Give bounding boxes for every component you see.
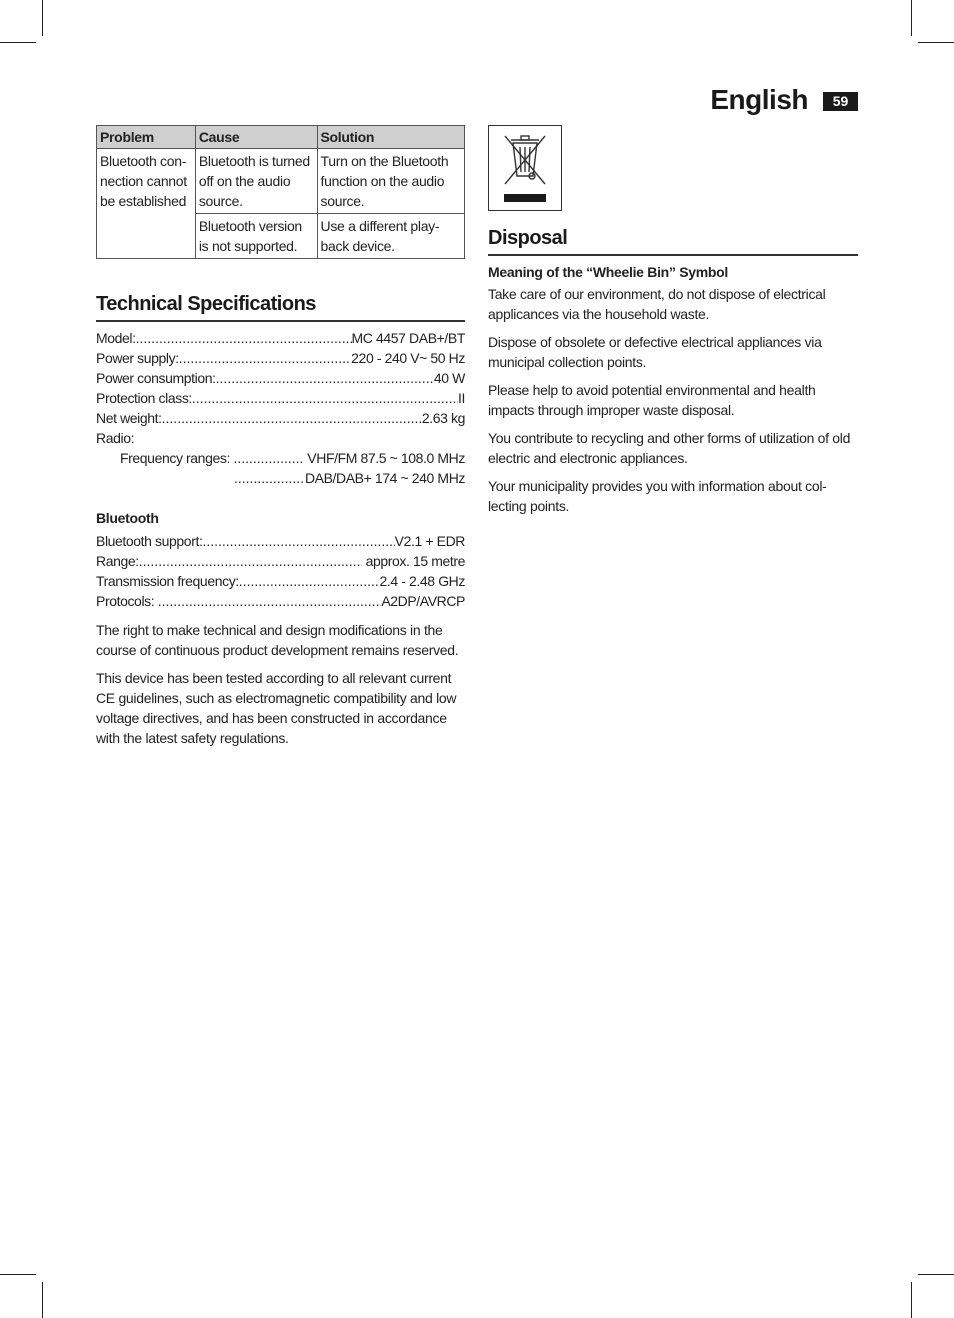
spec-label: Power supply:: [96, 350, 179, 366]
crop-mark: [918, 1274, 954, 1275]
wheelie-bin-symbol: [488, 125, 562, 211]
table-header-row: [97, 126, 465, 149]
language-heading: English: [710, 84, 808, 115]
disposal-paragraph: Dispose of obsolete or defective electrical appliances via municipal collection points.: [488, 334, 822, 370]
cause-cell: Bluetooth version is not supported.: [195, 214, 317, 259]
spec-value: 2.63 kg: [421, 410, 465, 426]
spec-label: Model:: [96, 330, 136, 346]
spec-label: Bluetooth support:: [96, 533, 203, 549]
spec-list: [96, 328, 465, 488]
spec-row: [96, 388, 465, 408]
note-paragraph: This device has been tested according to all relevant current CE guidelines, such as electromagnetic compatibility and low voltage directives, and has been constructed in accordance with the latest safety regulations.: [96, 670, 457, 746]
crop-mark: [0, 42, 36, 43]
bluetooth-spec-list: [96, 531, 465, 611]
solution-cell: Turn on the Bluetooth function on the audio source.: [317, 149, 464, 214]
spec-value: approx. 15 metre: [365, 553, 465, 569]
spec-label: Range:: [96, 553, 139, 569]
header-problem: Problem: [97, 126, 196, 149]
spec-value: V2.1 + EDR: [394, 533, 465, 549]
right-column: [488, 125, 858, 524]
table-row: [97, 149, 465, 214]
disposal-paragraph: Please help to avoid potential environmental and health impacts through improper waste disposal.: [488, 382, 816, 418]
spec-value: 2.4 - 2.48 GHz: [379, 573, 465, 589]
disposal-paragraph: Your municipality provides you with information about col-lecting points.: [488, 478, 827, 514]
spec-value: 220 - 240 V~ 50 Hz: [351, 350, 465, 366]
crop-mark: [42, 1282, 43, 1318]
disposal-paragraph: Take care of our environment, do not dispose of electrical applicances via the household waste.: [488, 286, 826, 322]
tech-specs-title: Technical Specifications: [96, 293, 465, 322]
disposal-paragraph: You contribute to recycling and other forms of utilization of old electric and electronic appliances.: [488, 430, 851, 466]
crop-mark: [911, 1282, 912, 1318]
spec-value: VHF/FM 87.5 ~ 108.0 MHz: [307, 450, 465, 466]
radio-label: Radio:: [96, 430, 135, 446]
cause-cell: Bluetooth is turned off on the audio source.: [195, 149, 317, 214]
crop-mark: [0, 1274, 36, 1275]
crop-mark: [911, 0, 912, 36]
spec-row: [96, 468, 465, 488]
spec-value: MC 4457 DAB+/BT: [351, 330, 465, 346]
spec-label: Protection class:: [96, 390, 192, 406]
spec-row: [96, 408, 465, 428]
spec-row: [96, 368, 465, 388]
left-column: [96, 125, 465, 756]
spec-row: [96, 448, 465, 468]
header-solution: Solution: [317, 126, 464, 149]
note-paragraph: The right to make technical and design modifications in the course of continuous product development remains reserved.: [96, 622, 459, 658]
spec-value: II: [458, 390, 465, 406]
crop-mark: [918, 42, 954, 43]
solution-cell: Use a different play-back device.: [317, 214, 464, 259]
spec-label: Transmission frequency:: [96, 573, 239, 589]
spec-row: [96, 348, 465, 368]
spec-row: [96, 591, 465, 611]
spec-row: [96, 551, 465, 571]
spec-value: DAB/DAB+ 174 ~ 240 MHz: [304, 470, 465, 486]
spec-row: [96, 328, 465, 348]
spec-label: Power consumption:: [96, 370, 216, 386]
spec-value: A2DP/AVRCP: [381, 593, 465, 609]
spec-label: Frequency ranges:: [120, 450, 230, 466]
page-number: 59: [823, 92, 858, 111]
spec-label: Net weight:: [96, 410, 162, 426]
bluetooth-subtitle: Bluetooth: [96, 510, 159, 526]
crop-mark: [42, 0, 43, 36]
header-cause: Cause: [195, 126, 317, 149]
disposal-subtitle: Meaning of the “Wheelie Bin” Symbol: [488, 264, 728, 280]
disposal-title: Disposal: [488, 227, 858, 256]
crossed-out-bin-icon: [489, 126, 561, 210]
troubleshooting-table: [96, 125, 465, 259]
spec-row: [96, 531, 465, 551]
spec-row: [96, 571, 465, 591]
spec-label: Protocols:: [96, 593, 155, 609]
problem-cell: Bluetooth con-nection cannot be established: [97, 149, 196, 259]
spec-value: 40 W: [433, 370, 465, 386]
